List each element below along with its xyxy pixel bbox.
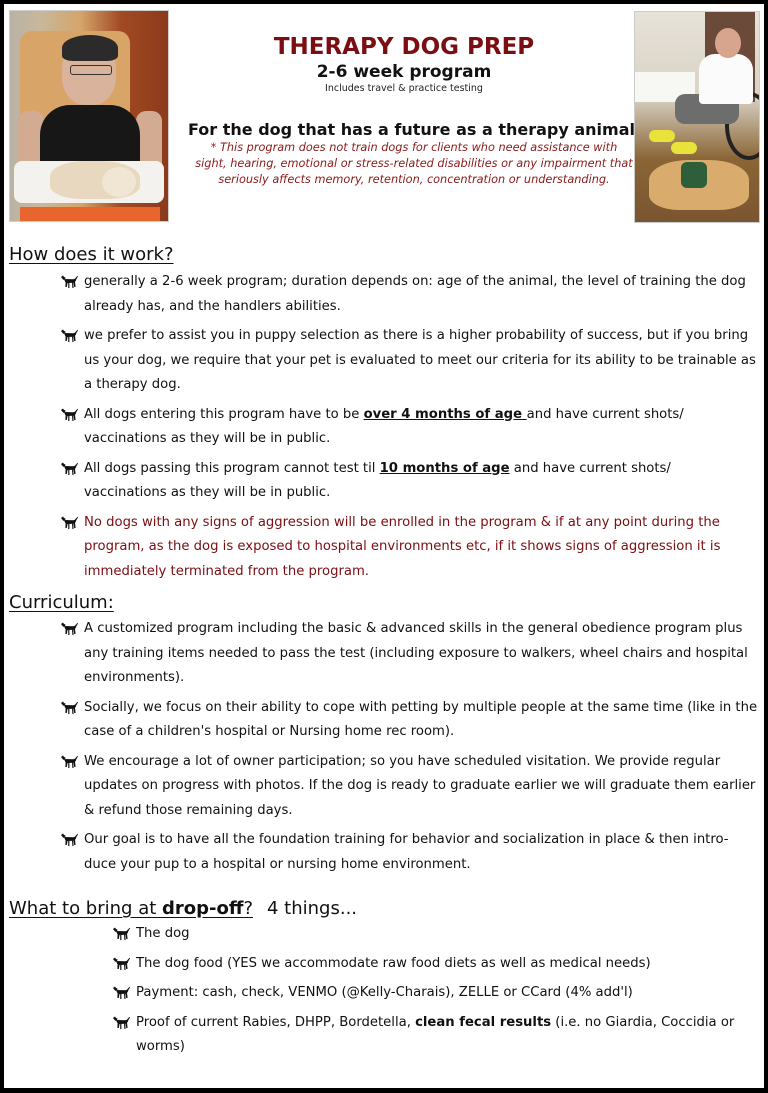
dog-icon [112, 927, 131, 941]
list-item [60, 750, 760, 824]
photo-shape [20, 207, 160, 221]
program-note: Includes travel & practice testing [325, 83, 483, 94]
photo-shape [102, 167, 136, 197]
item-text: and have current shots/ vaccinations as they will be in public. [84, 406, 684, 446]
photo-shape [70, 65, 112, 75]
dog-icon [60, 622, 79, 636]
dog-icon [60, 329, 79, 343]
photo-shape [649, 130, 675, 142]
item-text: generally a 2-6 week program; duration depends on: age of the animal, the level of training the dog already has, and the handlers abilities. [84, 274, 746, 314]
heading-text: What to bring at [9, 898, 162, 919]
drop-off-list [112, 922, 752, 1065]
photo-shape [681, 162, 707, 188]
how-list [60, 270, 756, 589]
item-text: We encourage a lot of owner participation; so you have scheduled visitation. We provide regular updates on progress with photos. If the dog is ready to graduate earlier we will graduate them earlier & refund those remaining days. [84, 753, 756, 818]
item-text: All dogs entering this program have to be [84, 406, 364, 422]
dog-icon [60, 516, 79, 530]
item-text: Socially, we focus on their ability to cope with petting by multiple people at the same time (like in the case of a children's hospital or Nursing home rec room). [84, 699, 758, 739]
things-count: 4 things... [267, 898, 358, 919]
photo-shape [62, 35, 118, 61]
curriculum-list [60, 617, 760, 882]
item-text: The dog food (YES we accommodate raw food diets as well as medical needs) [136, 955, 651, 971]
item-text: A customized program including the basic & advanced skills in the general obedience program plus any training items needed to pass the test (including exposure to walkers, wheel chairs and hospital environments). [84, 621, 748, 685]
section-heading-curriculum: Curriculum: [9, 592, 114, 613]
dog-icon [112, 957, 131, 971]
list-item [112, 922, 752, 947]
emphasis-min-age: over 4 months of age [363, 406, 527, 422]
photo-wheelchair-with-therapy-dog [634, 11, 760, 223]
flyer-page [4, 4, 764, 1088]
heading-text: ? [243, 898, 253, 919]
photo-man-with-dog [9, 10, 169, 222]
list-item [60, 324, 756, 398]
list-item-aggression-warning [60, 511, 756, 585]
tagline: For the dog that has a future as a therapy animal [188, 120, 635, 139]
emphasis-fecal-results: clean fecal results [415, 1014, 552, 1030]
disclaimer: * This program does not train dogs for clients who need assistance with sight, hearing, emotional or stress-related disabilities or any impairment that seriously affects memory, retention, concentration or understanding. [195, 141, 633, 186]
list-item [60, 403, 756, 452]
dog-icon [60, 462, 79, 476]
list-item [60, 270, 756, 319]
item-text: (i.e. no Giardia, Coccidia or worms) [136, 1014, 735, 1054]
heading-bold: drop-off [162, 898, 244, 919]
list-item [60, 828, 760, 877]
item-text: Payment: cash, check, VENMO (@Kelly-Charais), ZELLE or CCard (4% add'l) [136, 985, 633, 1000]
list-item [60, 617, 760, 691]
list-item [112, 1011, 752, 1060]
dog-icon [60, 408, 79, 422]
item-text: All dogs passing this program cannot test til [84, 460, 380, 476]
list-item [112, 981, 752, 1006]
dog-icon [112, 986, 131, 1000]
item-text: and have current shots/ vaccinations as they will be in public. [84, 460, 671, 500]
page-title: THERAPY DOG PREP [273, 34, 535, 60]
emphasis-test-age: 10 months of age [379, 460, 510, 476]
item-text: Proof of current Rabies, DHPP, Bordetella, [136, 1014, 416, 1030]
item-text: Our goal is to have all the foundation training for behavior and socialization in place & then intro-duce your pup to a hospital or nursing home environment. [84, 832, 729, 872]
item-text: No dogs with any signs of aggression will be enrolled in the program & if at any point during the program, as the dog is exposed to hospital environments etc, if it shows signs of aggression it is immediately terminated from the program. [84, 514, 721, 579]
dog-icon [60, 701, 79, 715]
photo-shape [671, 142, 697, 154]
photo-shape [715, 28, 741, 58]
dog-icon [60, 275, 79, 289]
dog-icon [60, 833, 79, 847]
photo-shape [699, 54, 753, 104]
dog-icon [112, 1016, 131, 1030]
dog-icon [60, 755, 79, 769]
item-text: we prefer to assist you in puppy selection as there is a higher probability of success, but if you bring us your dog, we require that your pet is evaluated to meet our criteria for its ability to be trainable as a therapy dog. [84, 328, 756, 392]
list-item [60, 457, 756, 506]
section-heading-drop-off [9, 898, 357, 919]
list-item [60, 696, 760, 745]
item-text: The dog [136, 926, 190, 941]
list-item [112, 952, 752, 977]
program-duration: 2-6 week program [316, 62, 492, 82]
section-heading-how: How does it work? [9, 244, 174, 265]
